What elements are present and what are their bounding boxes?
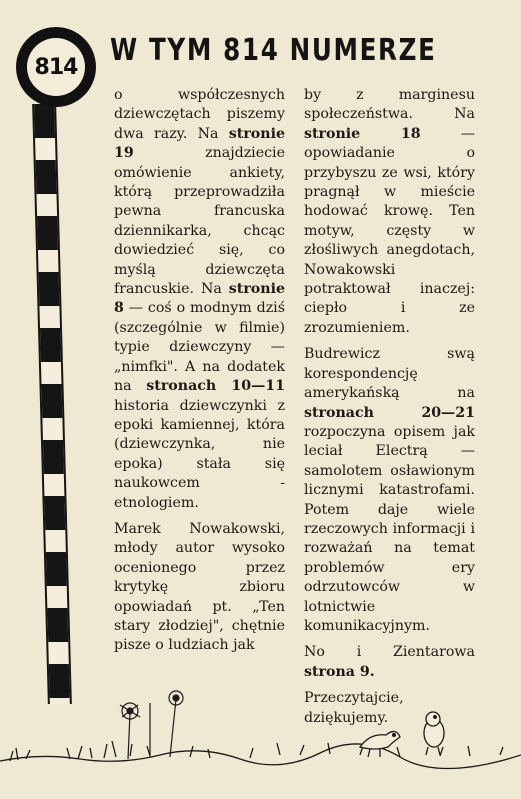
road-sign <box>16 27 96 107</box>
text-run: — opowiadanie o przybyszu ze wsi, który pragnął w mieście hodować krowę. Ten motyw, częsty w złośliwych anegdotach, Nowakowski potraktował inaczej: ciepło i ze zrozumieniem. <box>304 125 475 336</box>
text-run: Budrewicz swą korespondencję amerykańską na <box>304 346 475 402</box>
text-run: Przeczytajcie, dziękujemy. <box>304 690 404 726</box>
sign-pole <box>32 104 72 704</box>
bird-icon <box>424 712 444 755</box>
flower-icon <box>120 691 183 759</box>
text-run: Marek Nowakowski, młody autor wysoko ocenionego przez krytykę zbioru opowiadań pt. „Ten stary złodziej", chętnie pisze o ludziach jak <box>114 520 285 654</box>
text-run: znajdziecie omówienie ankiety, którą przeprowadziła pewna francuska dziennikarka, chcąc dowiedzieć się, co myślą dziewczęta francuskie. Na <box>114 145 285 298</box>
page-reference: stronie 19 <box>114 125 285 162</box>
sign-number: 814 <box>27 38 85 96</box>
paragraph <box>114 86 285 513</box>
text-run: by z marginesu społeczeństwa. Na <box>304 87 475 123</box>
paragraph <box>304 86 475 338</box>
page-reference: stronie 8 <box>114 281 285 317</box>
page-reference: stronie 18 <box>304 125 421 142</box>
text-run: o współczesnych dziewczętach piszemy dwa razy. Na <box>114 87 285 142</box>
paragraph <box>304 345 475 636</box>
grass-illustration <box>0 689 521 799</box>
text-run: — coś o modnym dziś (szczególnie w filmie) typie dziewczyny — „nimfki". A na dodatek na <box>114 300 285 395</box>
text-column-left <box>114 86 285 663</box>
page-reference: stronach 20—21 <box>304 404 475 421</box>
text-run: No i Zientarowa <box>304 644 475 661</box>
text-run: rozpoczyna opisem jak leciał Electrą — samolotem osławionym licznymi katastrofami. Potem daje wiele rzeczowych informacji i rozważań na temat problemów ery odrzutowców w lotnictwie komunikacyjnym. <box>304 423 475 634</box>
headline: W TYM 814 NUMERZE <box>110 33 437 68</box>
page-reference: strona 9. <box>304 663 375 680</box>
text-run: historia dziewczynki z epoki kamiennej, która (dziewczynka, nie epoka) stała się naukowcem - etnologiem. <box>114 397 285 511</box>
paragraph <box>114 520 285 656</box>
paragraph <box>304 643 475 682</box>
text-column-right <box>304 86 475 735</box>
page-reference: stronach 10—11 <box>146 378 285 395</box>
